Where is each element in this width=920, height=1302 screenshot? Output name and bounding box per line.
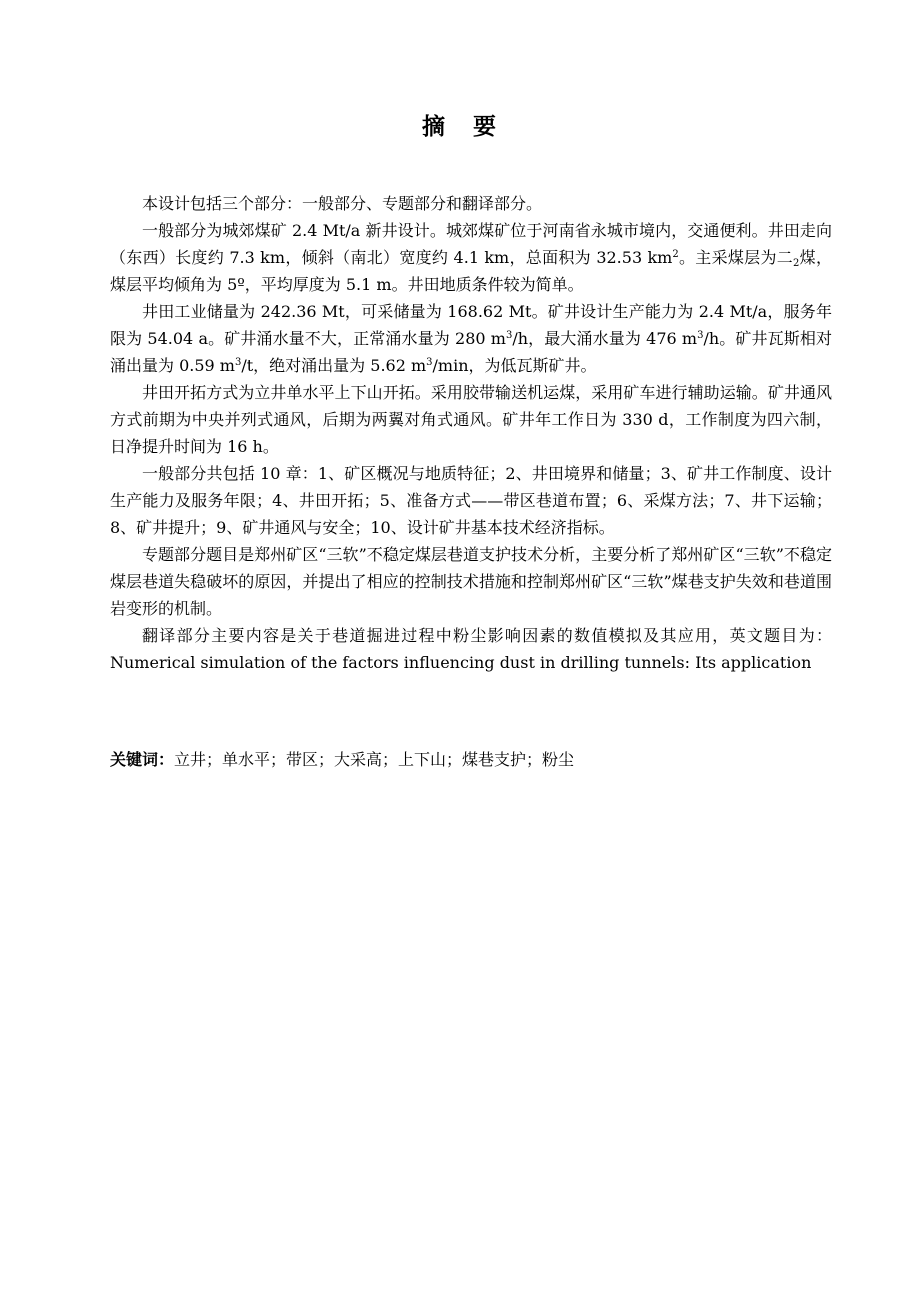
p2-text-c: 煤，煤层平均倾角为 5º，平均厚度为 5.1 m。井田地质条件较为简单。 [110,248,832,294]
paragraph-special-topic: 专题部分题目是郑州矿区“三软”不稳定煤层巷道支护技术分析，主要分析了郑州矿区“三软”不稳定煤层巷道失稳破坏的原因，并提出了相应的控制技术措施和控制郑州矿区“三软”煤巷支护失效和巷道围岩变形的机制。 [110,545,832,618]
paragraph-development: 井田开拓方式为立井单水平上下山开拓。采用胶带输送机运煤，采用矿车进行辅助运输。矿井通风方式前期为中央并列式通风，后期为两翼对角式通风。矿井年工作日为 330 d，工作制度为四六制，日净提升时间为 16 h。 [110,383,832,456]
paragraph-general-part [110,217,832,298]
p3-text-c: /h。矿井瓦斯相对涌出量为 0.59 m [110,329,832,375]
p2-text-b: 。主采煤层为二 [678,248,794,267]
p3-text-a: 井田工业储量为 242.36 Mt，可采储量为 168.62 Mt。矿井设计生产能力为 2.4 Mt/a，服务年限为 54.04 a。矿井涌水量不大，正常涌水量为 280 m [110,302,832,348]
volume-unit-superscript: 3 [697,330,704,341]
volume-unit-superscript: 3 [234,357,242,368]
abstract-body [110,190,832,676]
p3-text-b: /h，最大涌水量为 476 m [512,329,698,348]
title-char-1: 摘 [422,114,447,140]
volume-unit-superscript: 3 [426,357,433,368]
paragraph-chapters: 一般部分共包括 10 章：1、矿区概况与地质特征；2、井田境界和储量；3、矿井工作制度、设计生产能力及服务年限；4、井田开拓；5、准备方式——带区巷道布置；6、采煤方法；7、井下运输；8、矿井提升；9、矿井通风与安全；10、设计矿井基本技术经济指标。 [110,464,832,537]
paragraph-reserves [110,298,832,379]
keywords-text: 立井；单水平；带区；大采高；上下山；煤巷支护；粉尘 [174,750,575,769]
p3-text-d: /t，绝对涌出量为 5.62 m [241,356,427,375]
p2-text-a: 一般部分为城郊煤矿 2.4 Mt/a 新井设计。城郊煤矿位于河南省永城市境内，交通便利。井田走向（东西）长度约 7.3 km，倾斜（南北）宽度约 4.1 km，总面积为 32.53 km [110,221,832,267]
page-title [0,108,920,141]
paragraph-translation: 翻译部分主要内容是关于巷道掘进过程中粉尘影响因素的数值模拟及其应用，英文题目为：Numerical simulation of the factors influencing dust in drilling tunnels: Its application [110,626,832,672]
area-unit-superscript: 2 [672,249,679,260]
keywords-line [110,746,832,773]
p3-text-e: /min，为低瓦斯矿井。 [432,356,597,375]
paragraph-intro: 本设计包括三个部分：一般部分、专题部分和翻译部分。 [142,194,543,213]
volume-unit-superscript: 3 [505,330,513,341]
keywords-label: 关键词： [110,750,175,769]
title-char-2: 要 [473,114,498,140]
coal-seam-subscript: 2 [793,258,800,269]
